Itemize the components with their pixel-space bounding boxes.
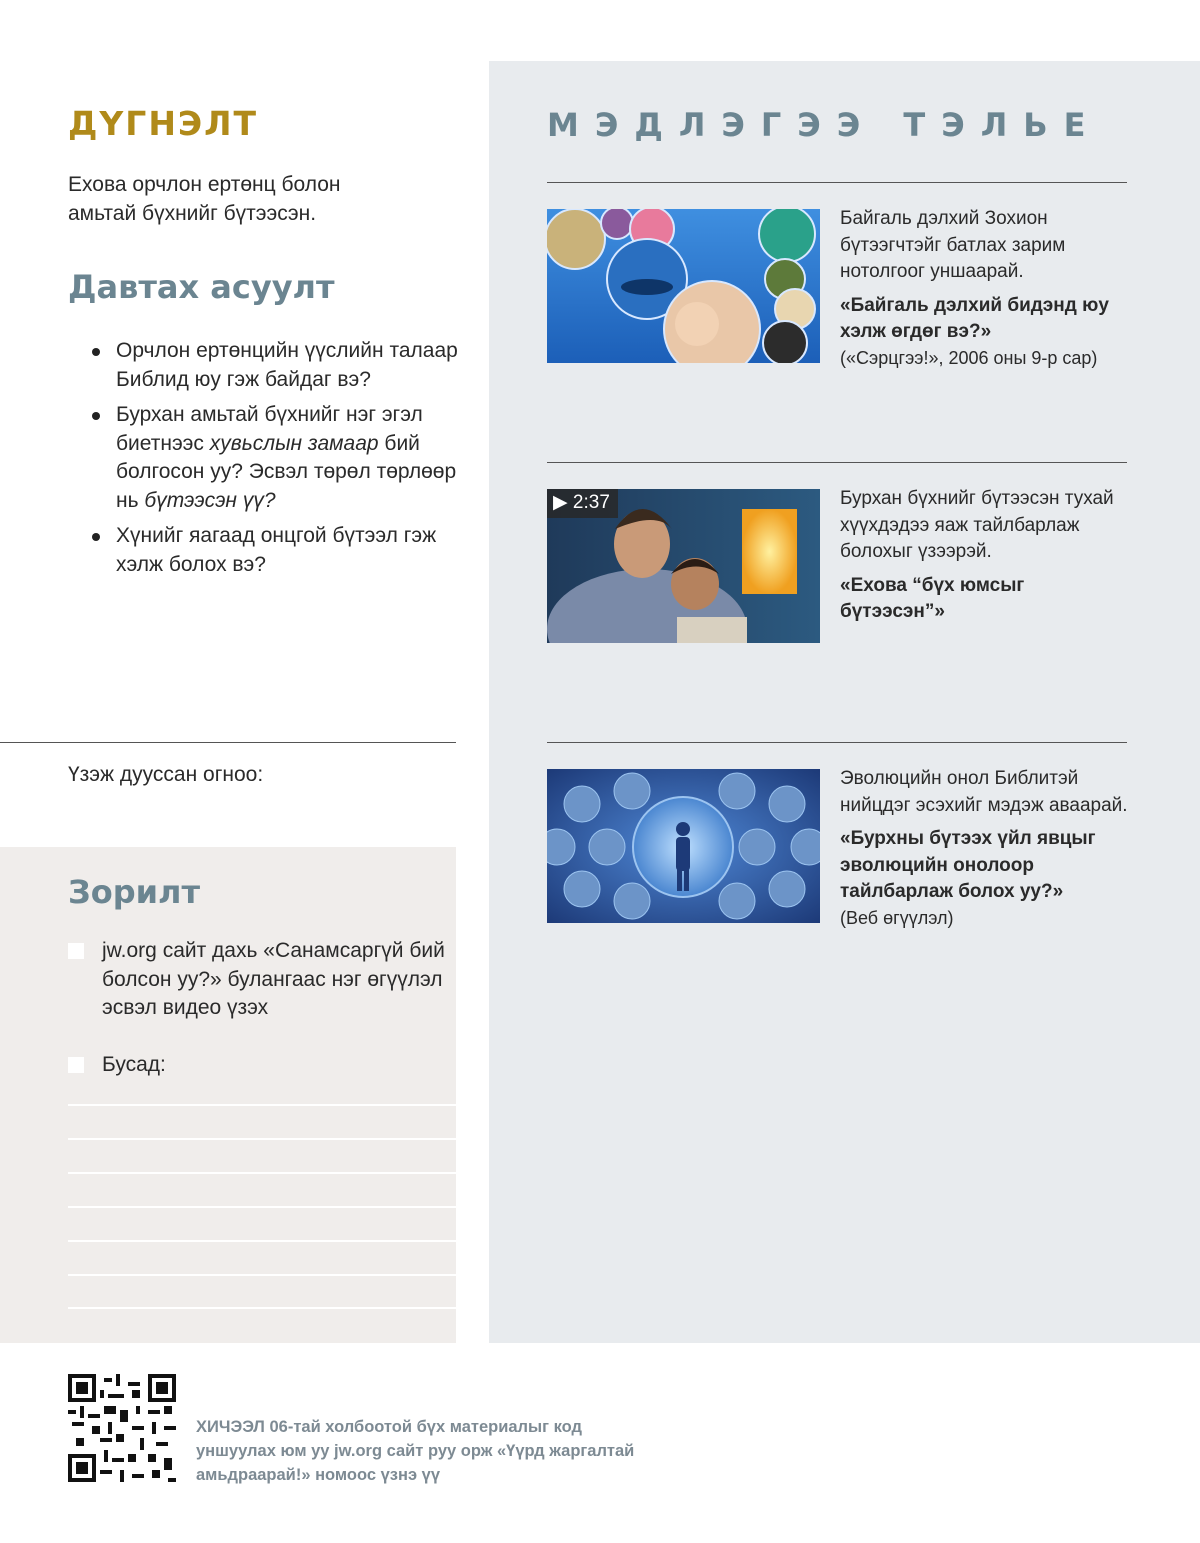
footer-text: ХИЧЭЭЛ 06-тай холбоотой бүх материалыг код уншуулах юм уу jw.org сайт руу орж «Үүрд жаргалтай амьдраарай!» номоос үзнэ үү xyxy=(196,1418,635,1484)
review-question: Бурхан амьтай бүхнийг нэг эгэл биетнээс хувьслын замаар бий болгосон уу? Эсвэл төрөл төрлөөр нь бүтээсэн үү? xyxy=(92,401,462,515)
bullet-icon xyxy=(92,412,100,420)
goal-box xyxy=(0,847,456,1343)
video-link[interactable]: «Ехова “бүх юмсыг бүтээсэн”» xyxy=(840,574,1025,622)
write-line[interactable] xyxy=(68,1307,456,1309)
review-questions xyxy=(92,337,462,586)
article-link[interactable]: «Байгаль дэлхий бидэнд юу хэлж өгдөг вэ?» xyxy=(840,294,1109,342)
write-line[interactable] xyxy=(68,1104,456,1106)
summary-title: ДҮГНЭЛТ xyxy=(68,104,259,143)
bullet-icon xyxy=(92,533,100,541)
write-line[interactable] xyxy=(68,1206,456,1208)
write-line[interactable] xyxy=(68,1172,456,1174)
qr-code-icon[interactable] xyxy=(68,1374,176,1482)
checkbox[interactable] xyxy=(68,1057,84,1073)
write-line[interactable] xyxy=(68,1274,456,1276)
completed-date-label: Үзэж дууссан огноо: xyxy=(68,763,264,786)
review-question: Хүнийг яагаад онцгой бүтээл гэж хэлж болох вэ? xyxy=(92,522,462,579)
divider xyxy=(547,182,1127,183)
nature-collage-image[interactable] xyxy=(547,209,820,363)
bullet-icon xyxy=(92,348,100,356)
video-duration-badge: ▶ 2:37 xyxy=(547,489,618,518)
summary-text: Ехова орчлон ертөнц болон амьтай бүхнийг бүтээсэн. xyxy=(68,173,341,225)
review-title: Давтах асуулт xyxy=(68,268,335,306)
deepen-item: Бурхан бүхнийг бүтээсэн тухай хүүхдэдээ яаж тайлбарлаж болохыг үзээрэй. «Ехова “бүх юмсыг бүтээсэн”» xyxy=(840,486,1130,626)
deepen-title: МЭДЛЭГЭЭ ТЭЛЬЕ xyxy=(547,106,1102,144)
play-icon: ▶ xyxy=(553,492,568,513)
checkbox[interactable] xyxy=(68,943,84,959)
goal-item-article[interactable]: jw.org сайт дахь «Санамсаргүй бий болсон уу?» булангаас нэг өгүүлэл эсвэл видео үзэх xyxy=(68,937,448,1023)
write-line[interactable] xyxy=(68,1240,456,1242)
review-question: Орчлон ертөнцийн үүслийн талаар Библид юу гэж байдаг вэ? xyxy=(92,337,462,394)
deepen-item: Байгаль дэлхий Зохион бүтээгчтэйг батлах зарим нотолгоог уншаарай. «Байгаль дэлхий бидэнд юу хэлж өгдөг вэ?» («Сэрцгээ!», 2006 оны 9-р сар) xyxy=(840,206,1130,370)
divider xyxy=(547,462,1127,463)
divider xyxy=(547,742,1127,743)
write-line[interactable] xyxy=(68,1138,456,1140)
goal-title: Зорилт xyxy=(68,873,201,911)
divider xyxy=(0,742,456,743)
goal-item-other[interactable]: Бусад: xyxy=(68,1051,448,1080)
deepen-item: Эволюцийн онол Библитэй нийцдэг эсэхийг мэдэж аваарай. «Бурхны бүтээх үйл явцыг эволюцийн онолоор тайлбарлаж болох уу?» (Веб өгүүлэл) xyxy=(840,766,1130,930)
human-animals-evolution-image[interactable] xyxy=(547,769,820,923)
father-son-video-thumbnail[interactable] xyxy=(547,489,820,643)
article-link[interactable]: «Бурхны бүтээх үйл явцыг эволюцийн онолоор тайлбарлаж болох уу?» xyxy=(840,828,1096,902)
